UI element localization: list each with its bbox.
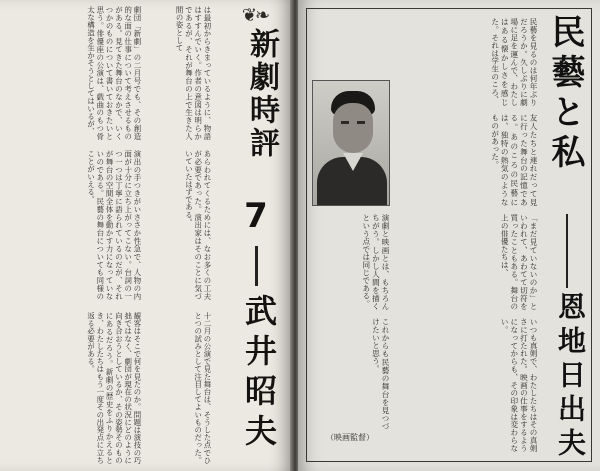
article-title: 民藝と私: [545, 14, 585, 174]
author-name: 武井昭夫: [240, 294, 278, 454]
portrait-caption: （映画監督）: [326, 433, 374, 442]
author-portrait: [312, 80, 390, 206]
article-author: 恩地日出夫: [554, 292, 587, 462]
section-title: 新劇時評: [244, 28, 279, 160]
ornament-icon: ❦❧: [241, 5, 269, 26]
article-column: 民藝を見るのは何年ぶりだろうか。久しぶりに劇場に足を運んで、わたしはある懐かしさを感じた。それは学生のころ、: [490, 18, 538, 106]
article-column: これからも民藝の舞台を見つづけたいと思う。: [371, 318, 390, 430]
left-page: [0, 0, 292, 471]
body-column: は最初からきまっているように、物語はすすんでいく。作者の意図は明らかであるが、それが舞台の上で生きた人間の姿として: [175, 6, 212, 140]
portrait-face: [333, 103, 373, 153]
body-column: 観客はそこで何を見たのか。問題は演技の巧拙ではなく、劇団が現在の状況にどのように向き合おうとしているか、その姿勢そのものにあるだろう。新劇の歴史をふりかえるとき、わたしたちはもう一度その出発点に立ち返る必要がある。: [86, 312, 142, 464]
body-column: 十二月の公演で見た舞台は、そうした点でひとつの試みとして注目してよいものだった。: [193, 312, 212, 464]
portrait-eye: [357, 121, 365, 124]
article-column: 「まだ見ていないのか」といわれて、あわてて切符を買ったこともある。舞台の上の俳優たちは、: [500, 214, 538, 310]
article-column: いつも真剣で、わたしたちはその真剣さに打たれた。映画の仕事をするようになってからも、その印象は変わらない。: [500, 318, 538, 452]
article-column: 演劇と映画とは、もちろんちがう。しかし人間を描くという点では同じである。: [361, 214, 390, 310]
series-number: 7: [244, 196, 268, 236]
article-column: 友人たちと連れだって見に行った舞台の記憶である。あのころの民藝には、独特の熱気のようなものがあった。: [490, 114, 538, 206]
right-page: [298, 0, 600, 471]
body-column: 演出の手つきがいささか性急で、人物の内面が十分に立ち上がってこない。台詞の一つ一つは丁寧に語られているのだが、それが舞台の空間全体を動かす力になっていないのである。民藝の舞台についても同様のことがいえる。: [86, 150, 142, 300]
title-dash: [566, 214, 568, 288]
body-column: あらわれてくるためには、なお多くの工夫が必要であった。演出家はそのことに気づいていたはずである。: [184, 150, 212, 300]
portrait-eye: [341, 121, 349, 124]
body-column: 劇団「新劇」の二月号でも、その創造的な面の仕事について考えさせるものがある。見てきた舞台のなかで、いくつかのものについて書いておきたいと思う。俳優座の公演は、戯曲のもつ骨太な構造を生かそうとしてはいるが、: [86, 6, 142, 140]
title-divider: [255, 246, 258, 286]
